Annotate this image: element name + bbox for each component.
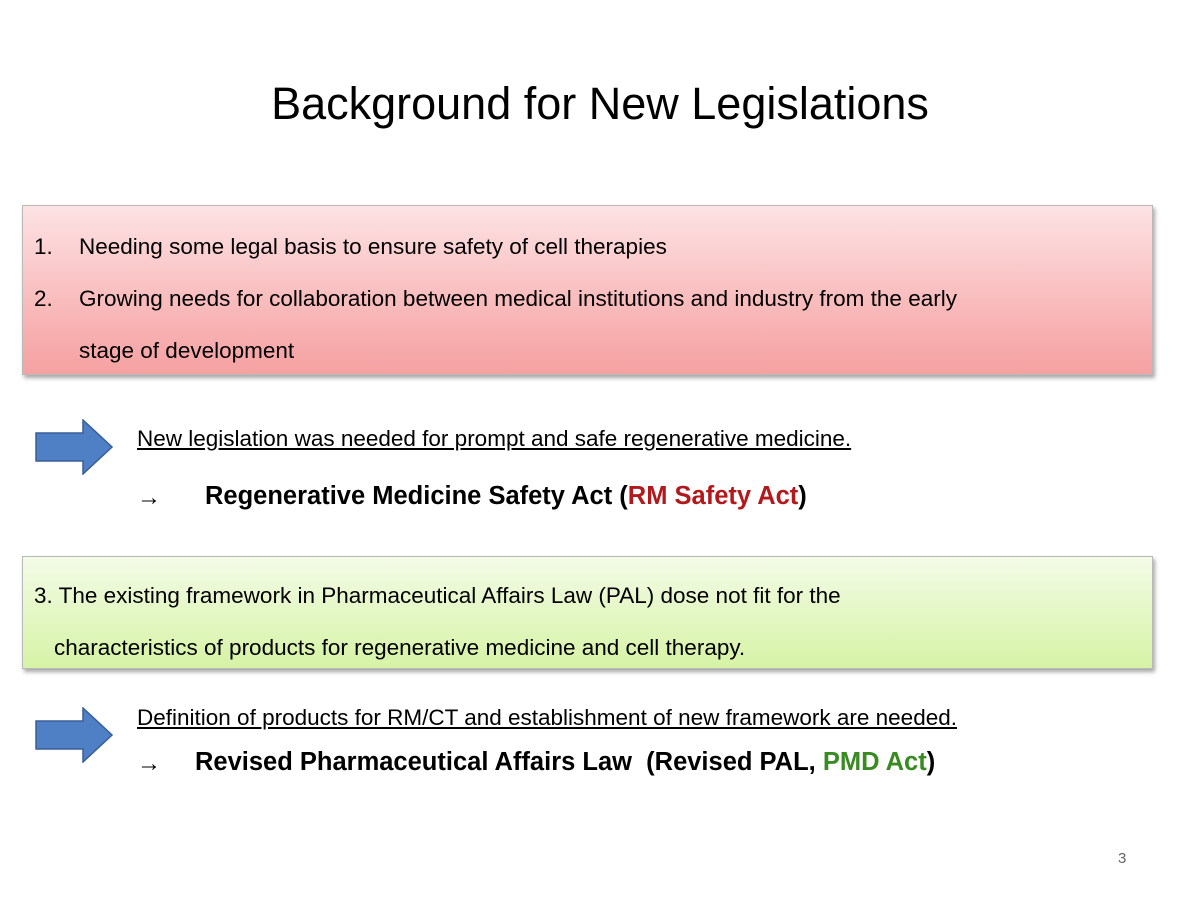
item-text: Growing needs for collaboration between medical institutions and industry from the early (79, 286, 957, 311)
right-arrow-icon (35, 707, 113, 763)
conclusion-statement: New legislation was needed for prompt and safe regenerative medicine. (137, 426, 852, 451)
arrow-glyph: → (137, 750, 161, 777)
page-number: 3 (1118, 850, 1127, 867)
act-name (195, 748, 935, 777)
item-text: Needing some legal basis to ensure safety of cell therapies (79, 234, 667, 259)
item-text: stage of development (79, 338, 295, 363)
act-prefix: Regenerative Medicine Safety Act ( (205, 482, 628, 510)
needs-box (22, 205, 1153, 375)
right-arrow-icon (35, 419, 113, 475)
act-highlight: PMD Act (822, 748, 927, 776)
item-number: 1. (34, 234, 53, 259)
framework-box (22, 556, 1153, 669)
item-number: 2. (34, 286, 53, 311)
act-suffix: ) (926, 748, 936, 776)
act-highlight: RM Safety Act (627, 482, 799, 510)
arrow-glyph: → (137, 484, 161, 511)
act-name (205, 482, 807, 511)
item-text: characteristics of products for regenerative medicine and cell therapy. (54, 635, 746, 660)
act-suffix: ) (798, 482, 807, 510)
slide-title: Background for New Legislations (271, 78, 929, 129)
conclusion-statement: Definition of products for RM/CT and establishment of new framework are needed. (137, 705, 957, 730)
act-prefix: Revised Pharmaceutical Affairs Law (Revised PAL, (195, 748, 823, 776)
item-text: 3. The existing framework in Pharmaceutical Affairs Law (PAL) dose not fit for the (34, 583, 841, 608)
